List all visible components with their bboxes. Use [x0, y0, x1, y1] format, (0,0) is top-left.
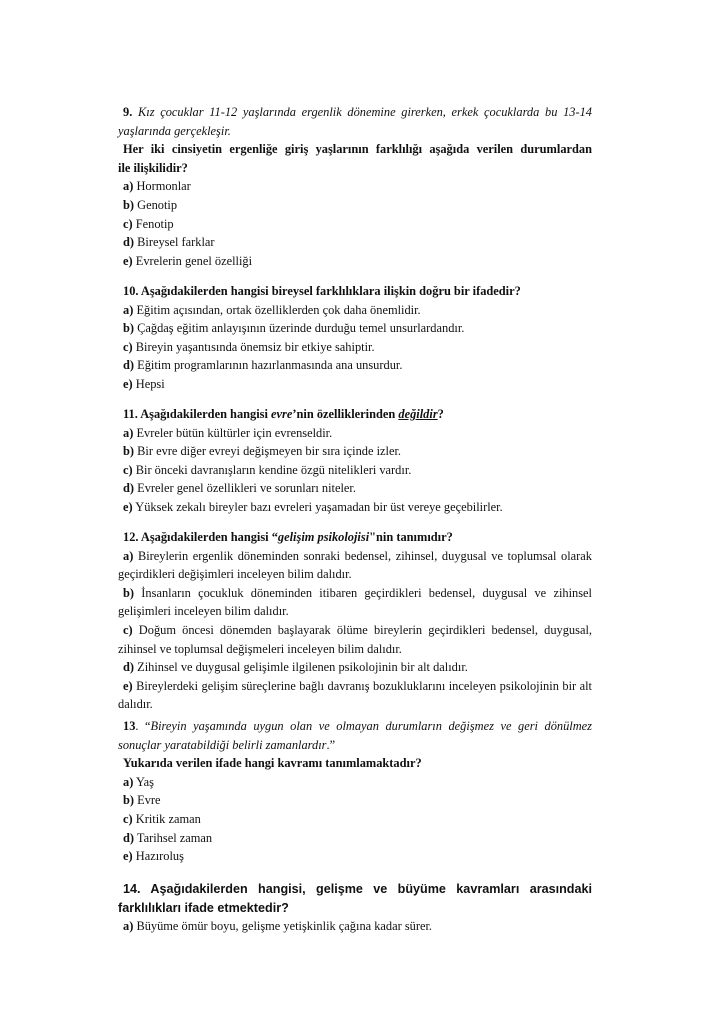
q12-option-b-line-1[interactable]: b) İnsanların çocukluk döneminden itibaren geçirdikleri bedensel, duygusal ve zihinsel	[123, 585, 592, 600]
q11-negation: değildir	[398, 407, 438, 421]
q13-option-c[interactable]: c) Kritik zaman	[123, 811, 201, 826]
q10-option-c[interactable]: c) Bireyin yaşantısında önemsiz bir etkiye sahiptir.	[123, 339, 375, 354]
q14-title-line-2: farklılıkları ifade etmektedir?	[118, 900, 289, 915]
question-9	[118, 103, 592, 270]
q13-quote-line-2: sonuçlar yaratabildiği belirli zamanlardır.”	[118, 737, 336, 752]
q9-number: 9.	[123, 105, 133, 119]
q11-option-d[interactable]: d) Evreler genel özellikleri ve sorunları niteler.	[123, 481, 356, 496]
question-10	[118, 282, 592, 394]
q14-title-line-1: 14. Aşağıdakilerden hangisi, gelişme ve büyüme kavramları arasındaki	[123, 882, 592, 896]
question-11	[118, 405, 592, 517]
q11-option-e[interactable]: e) Yüksek zekalı bireyler bazı evreleri yaşamadan bir üst vereye geçebilirler.	[123, 499, 503, 514]
q9-option-e[interactable]: e) Evrelerin genel özelliği	[123, 253, 253, 268]
q11-option-a[interactable]: a) Evreler bütün kültürler için evrenseldir.	[123, 425, 333, 440]
q12-option-e-line-1[interactable]: e) Bireylerdeki gelişim süreçlerine bağlı davranış bozukluklarını inceleyen psikolojinin bir alt	[123, 678, 592, 693]
q9-option-b[interactable]: b) Genotip	[123, 197, 178, 212]
q9-stem-line-1: 9. Kız çocuklar 11-12 yaşlarında ergenlik dönemine girerken, erkek çocuklarda bu 13-14	[123, 105, 592, 119]
q9-question-line-2: ile ilişkilidir?	[118, 160, 188, 175]
q13-option-e[interactable]: e) Hazıroluş	[123, 849, 184, 864]
q13-number: 13	[123, 719, 136, 733]
q9-option-d[interactable]: d) Bireysel farklar	[123, 235, 215, 250]
q10-option-b[interactable]: b) Çağdaş eğitim anlayışının üzerinde durduğu temel unsurlardandır.	[123, 321, 465, 336]
q12-option-d[interactable]: d) Zihinsel ve duygusal gelişimle ilgilenen psikolojinin bir alt dalıdır.	[123, 660, 468, 675]
q13-quote-line-1: 13. “Bireyin yaşamında uygun olan ve olmayan durumların değişmez ve geri dönülmez	[123, 719, 592, 733]
q13-question: Yukarıda verilen ifade hangi kavramı tanımlamaktadır?	[123, 756, 422, 771]
q11-option-b[interactable]: b) Bir evre diğer evreyi değişmeyen bir sıra içinde izler.	[123, 444, 402, 459]
q10-option-e[interactable]: e) Hepsi	[123, 376, 165, 391]
q12-option-a-line-2: geçirdikleri değişimleri inceleyen bilim dalıdır.	[118, 567, 352, 582]
question-13	[118, 717, 592, 866]
q12-option-b-line-2: gelişimleri inceleyen bilim dalıdır.	[118, 604, 289, 619]
question-14	[118, 880, 592, 936]
q12-option-e-line-2: dalıdır.	[118, 697, 153, 712]
q10-title: 10. Aşağıdakilerden hangisi bireysel farklılıklara ilişkin doğru bir ifadedir?	[123, 284, 521, 298]
q12-option-a-line-1[interactable]: a) Bireylerin ergenlik döneminden sonraki bedensel, zihinsel, duygusal ve toplumsal olarak	[123, 548, 592, 563]
q10-option-d[interactable]: d) Eğitim programlarının hazırlanmasında ana unsurdur.	[123, 358, 403, 373]
q9-option-c[interactable]: c) Fenotip	[123, 216, 174, 231]
q9-option-a[interactable]: a) Hormonlar	[123, 179, 191, 194]
q12-option-c-line-2: zihinsel ve toplumsal değişmeleri inceleyen bilim dalıdır.	[118, 641, 402, 656]
q13-option-d[interactable]: d) Tarihsel zaman	[123, 830, 213, 845]
q9-stem-line-2: yaşlarında gerçekleşir.	[118, 123, 231, 138]
q14-option-a[interactable]: a) Büyüme ömür boyu, gelişme yetişkinlik çağına kadar sürer.	[123, 919, 433, 934]
q10-option-a[interactable]: a) Eğitim açısından, ortak özelliklerden çok daha önemlidir.	[123, 302, 421, 317]
q12-option-c-line-1[interactable]: c) Doğum öncesi dönemden başlayarak ölüme bireylerin geçirdikleri bedensel, duygusal,	[123, 622, 592, 637]
q11-option-c[interactable]: c) Bir önceki davranışların kendine özgü nitelikleri vardır.	[123, 462, 412, 477]
q11-title: 11. Aşağıdakilerden hangisi evre’nin özelliklerinden değildir?	[123, 407, 444, 421]
question-12	[118, 528, 592, 714]
q9-question-line-1: Her iki cinsiyetin ergenliğe giriş yaşlarının farklılığı aşağıda verilen durumlardan	[123, 142, 592, 157]
q13-option-b[interactable]: b) Evre	[123, 793, 161, 808]
q13-option-a[interactable]: a) Yaş	[123, 774, 154, 789]
q12-title: 12. Aşağıdakilerden hangisi “gelişim psikolojisi"nin tanımıdır?	[123, 530, 453, 544]
